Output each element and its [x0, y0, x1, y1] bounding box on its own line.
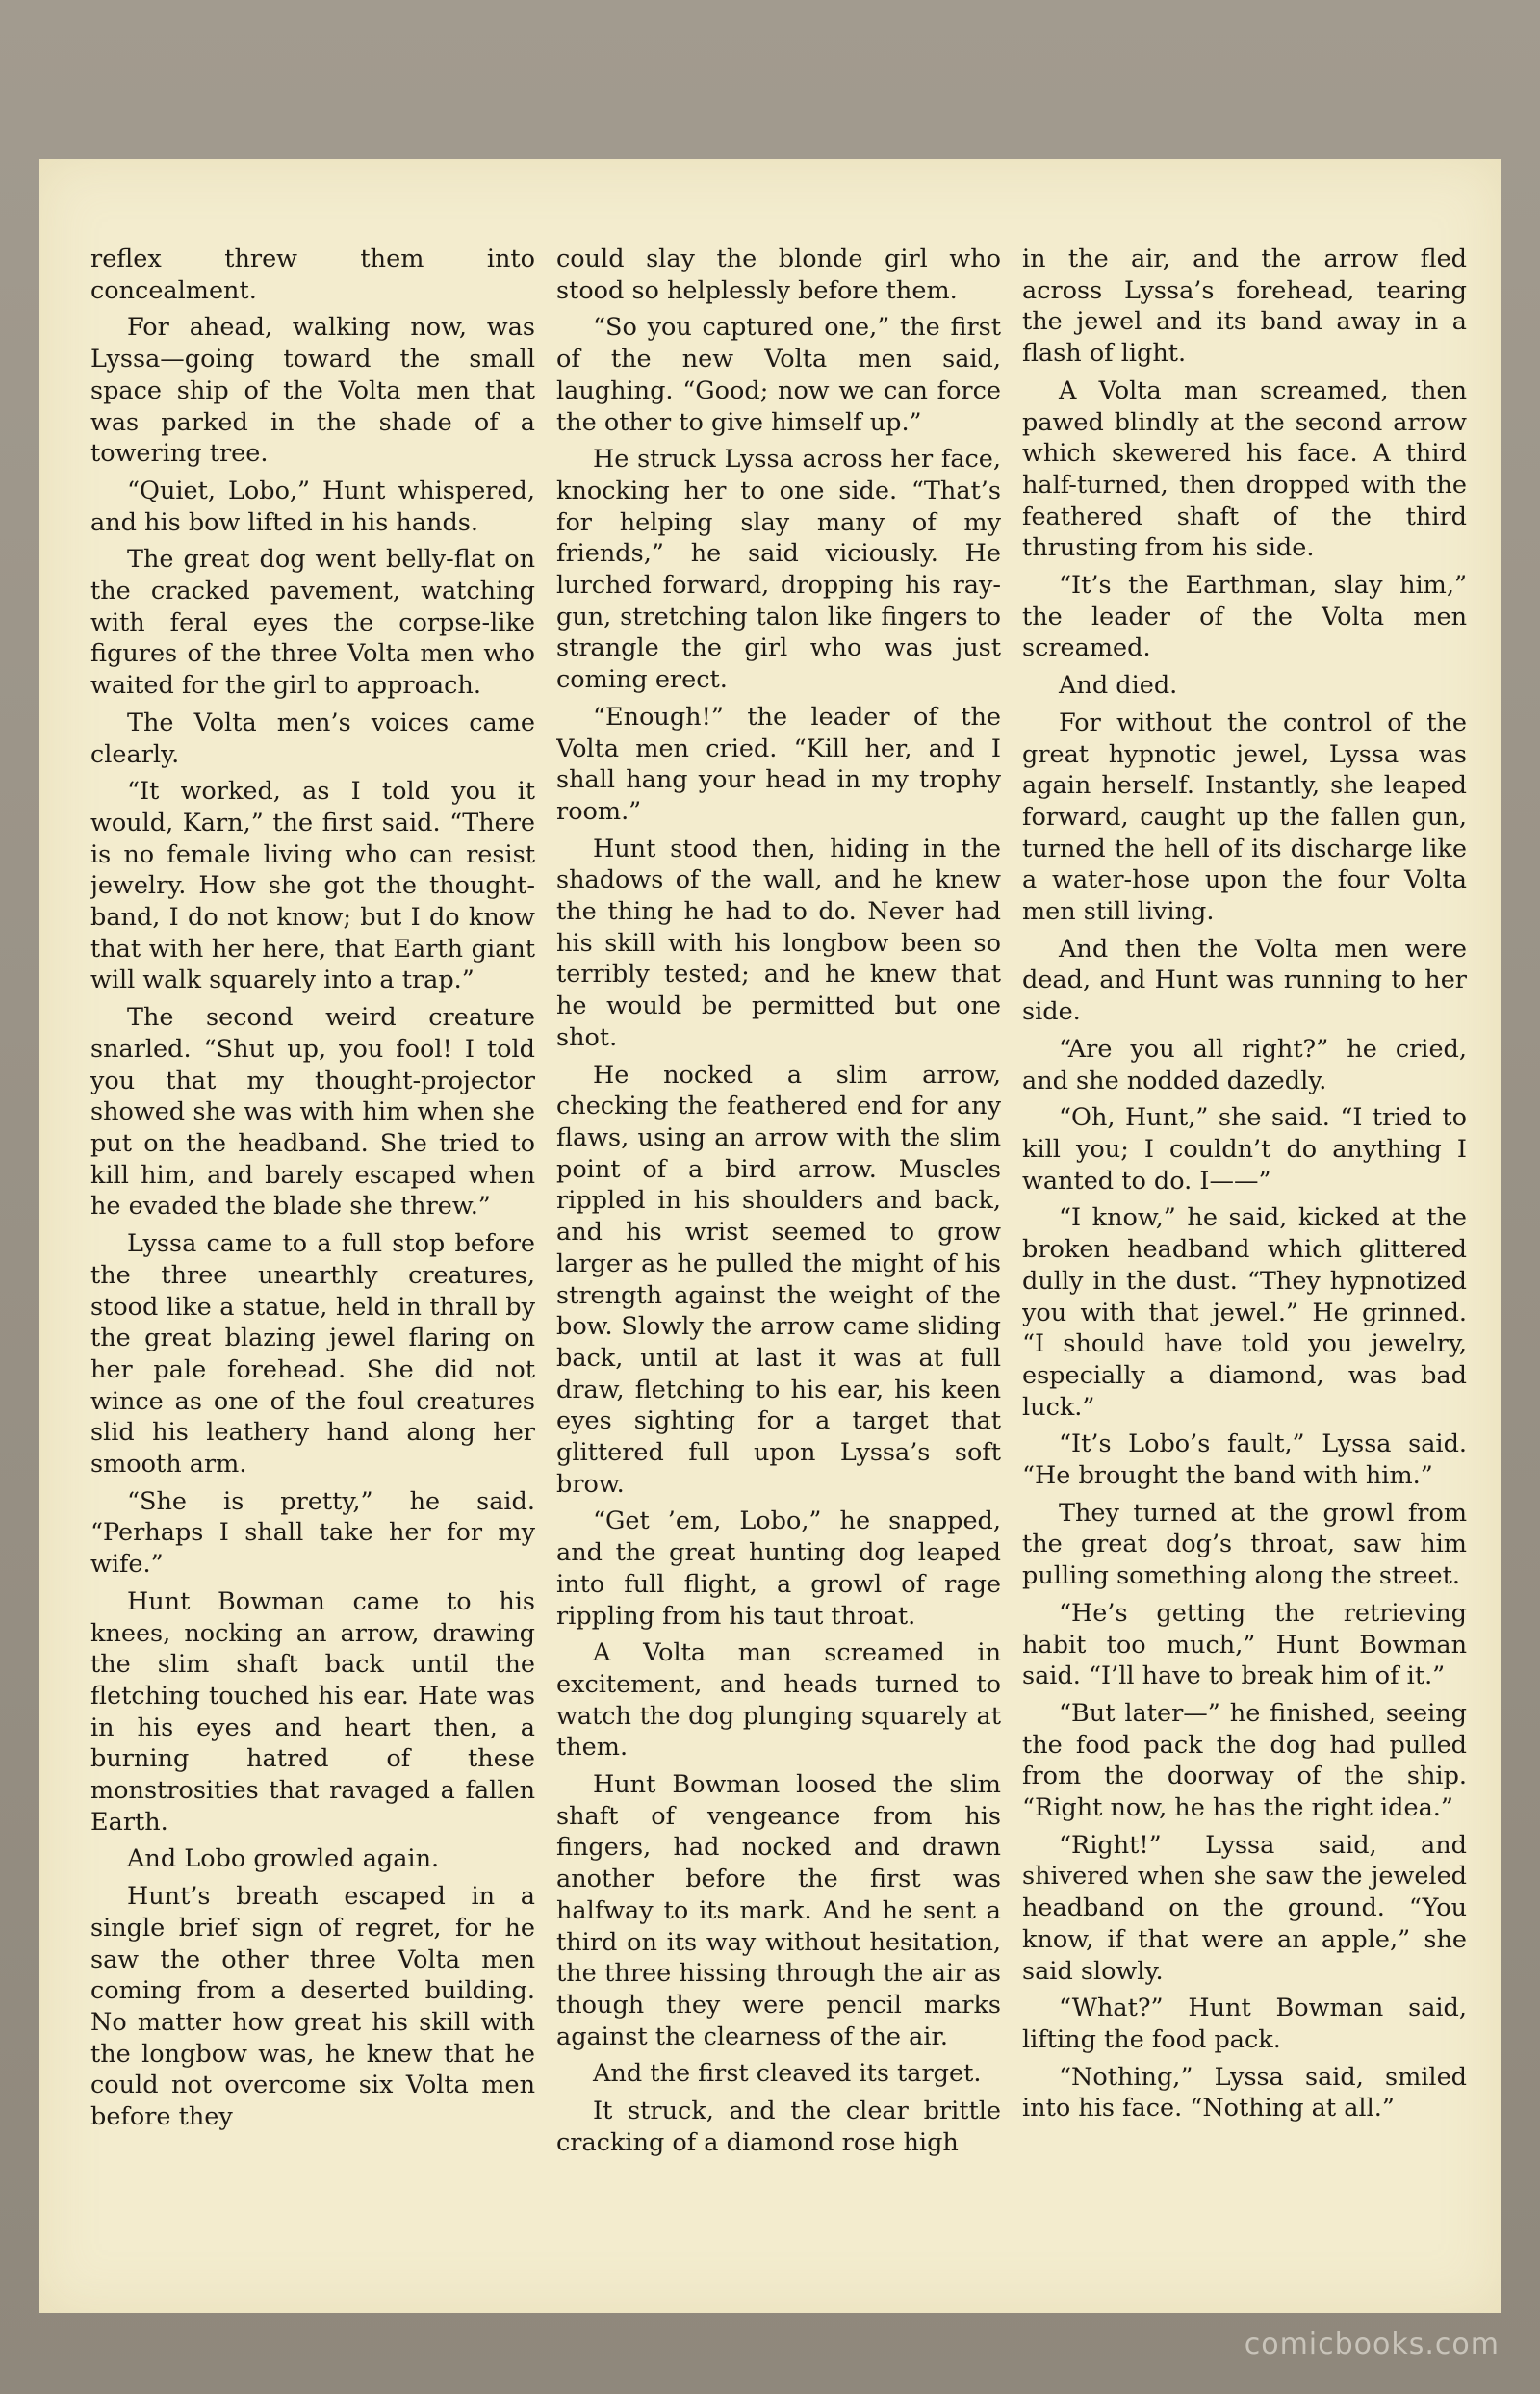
paragraph: “So you captured one,” the first of the new Volta men said, laughing. “Good; now we can force the other to give himself up.”: [556, 313, 1001, 437]
paragraph: “Right!” Lyssa said, and shivered when she saw the jeweled headband on the ground. “You know, if that were an apple,” she said slowly.: [1022, 1830, 1467, 1986]
paragraph: And then the Volta men were dead, and Hunt was running to her side.: [1022, 934, 1467, 1027]
paragraph: The second weird creature snarled. “Shut up, you fool! I told you that my thought-projector showed she was with him when she put on the headband. She tried to kill him, and barely escaped when he evaded the blade she threw.”: [90, 1003, 535, 1222]
paragraph: They turned at the growl from the great dog’s throat, saw him pulling something along the street.: [1022, 1498, 1467, 1591]
paragraph: “It worked, as I told you it would, Karn,” the first said. “There is no female living who can resist jewelry. How she got the thought-band, I do not know; but I do know that with her here, that Earth giant will walk squarely into a trap.”: [90, 777, 535, 995]
paragraph: He struck Lyssa across her face, knocking her to one side. “That’s for helping slay many of my friends,” he said viciously. He lurched forward, dropping his ray-gun, stretching talon like fingers to strangle the girl who was just coming erect.: [556, 445, 1001, 695]
paragraph: “It’s Lobo’s fault,” Lyssa said. “He brought the band with him.”: [1022, 1429, 1467, 1491]
paragraph: “It’s the Earthman, slay him,” the leader of the Volta men screamed.: [1022, 571, 1467, 663]
paragraph: “What?” Hunt Bowman said, lifting the food pack.: [1022, 1994, 1467, 2054]
paragraph: The Volta men’s voices came clearly.: [90, 708, 535, 769]
paragraph: For ahead, walking now, was Lyssa—going toward the small space ship of the Volta men that was parked in the shade of a towering tree.: [90, 313, 535, 469]
paragraph: “Get ’em, Lobo,” he snapped, and the great hunting dog leaped into full flight, a growl of rage rippling from his taut throat.: [556, 1506, 1001, 1631]
paragraph: Hunt stood then, hiding in the shadows of the wall, and he knew the thing he had to do. Never had his skill with his longbow been so terribly tested; and he knew that he would be permitted but one shot.: [556, 834, 1001, 1052]
paragraph: “Nothing,” Lyssa said, smiled into his face. “Nothing at all.”: [1022, 2062, 1467, 2124]
text-columns: [90, 244, 1467, 2227]
paragraph: For without the control of the great hypnotic jewel, Lyssa was again herself. Instantly, she leaped forward, caught up the fallen gun, turned the hell of its discharge like a water-hose upon the four Volta men still living.: [1022, 708, 1467, 927]
paragraph: “Enough!” the leader of the Volta men cried. “Kill her, and I shall hang your head in my trophy room.”: [556, 702, 1001, 826]
paragraph: could slay the blonde girl who stood so helplessly before them.: [556, 245, 1001, 305]
paragraph: And died.: [1059, 671, 1178, 701]
paragraph: It struck, and the clear brittle cracking of a diamond rose high: [556, 2097, 1001, 2157]
paragraph: “She is pretty,” he said. “Perhaps I shall take her for my wife.”: [90, 1486, 535, 1580]
paragraph: A Volta man screamed in excitement, and heads turned to watch the dog plunging squarely at them.: [556, 1638, 1001, 1763]
paragraph: “Quiet, Lobo,” Hunt whispered, and his bow lifted in his hands.: [90, 476, 535, 537]
paragraph: And Lobo growled again.: [127, 1844, 440, 1874]
paragraph: And the first cleaved its target.: [593, 2059, 982, 2089]
column-1: [90, 244, 535, 2227]
paragraph: “But later—” he finished, seeing the food pack the dog had pulled from the doorway of the ship. “Right now, he has the right idea.”: [1022, 1698, 1467, 1823]
paragraph: Hunt Bowman loosed the slim shaft of vengeance from his fingers, had nocked and drawn another before the first was halfway to its mark. And he sent a third on its way without hesitation, the three hissing through the air as though they were pencil marks against the clearness of the air.: [556, 1770, 1001, 2051]
paragraph: “Oh, Hunt,” she said. “I tried to kill you; I couldn’t do anything I wanted to do. I——”: [1022, 1103, 1467, 1196]
site-watermark: comicbooks.com: [1244, 2328, 1500, 2361]
paragraph: Hunt Bowman came to his knees, nocking an arrow, drawing the slim shaft back until the fletching touched his ear. Hate was in his eyes and heart then, a burning hatred of these monstrosities that ravaged a fallen Earth.: [90, 1586, 535, 1837]
paragraph: Hunt’s breath escaped in a single brief sign of regret, for he saw the other three Volta men coming from a deserted building. No matter how great his skill with the longbow was, he knew that he could not overcome six Volta men before they: [90, 1882, 535, 2132]
paragraph: reflex threw them into concealment.: [90, 245, 535, 305]
paragraph: He nocked a slim arrow, checking the feathered end for any flaws, using an arrow with the slim point of a bird arrow. Muscles rippled in his shoulders and back, and his wrist seemed to grow larger as he pulled the might of his strength against the weight of the bow. Slowly the arrow came sliding back, until at last it was at full draw, fletching to his ear, his keen eyes sighting for a target that glittered full upon Lyssa’s soft brow.: [556, 1060, 1001, 1499]
column-2: [556, 244, 1001, 2227]
paragraph: Lyssa came to a full stop before the three unearthly creatures, stood like a statue, held in thrall by the great blazing jewel flaring on her pale forehead. She did not wince as one of the foul creatures slid his leathery hand along her smooth arm.: [90, 1229, 535, 1480]
column-3: [1022, 244, 1467, 2227]
paragraph: “I know,” he said, kicked at the broken headband which glittered dully in the dust. “They hypnotized you with that jewel.” He grinned. “I should have told you jewelry, especially a diamond, was bad luck.”: [1022, 1203, 1467, 1422]
paragraph: “Are you all right?” he cried, and she nodded dazedly.: [1022, 1034, 1467, 1095]
paragraph: in the air, and the arrow fled across Lyssa’s forehead, tearing the jewel and its band away in a flash of light.: [1022, 245, 1467, 369]
paragraph: A Volta man screamed, then pawed blindly at the second arrow which skewered his face. A third half-turned, then dropped with the feathered shaft of the third thrusting from his side.: [1022, 375, 1467, 563]
paragraph: The great dog went belly-flat on the cracked pavement, watching with feral eyes the corpse-like figures of the three Volta men who waited for the girl to approach.: [90, 545, 535, 701]
paragraph: “He’s getting the retrieving habit too much,” Hunt Bowman said. “I’ll have to break him of it.”: [1022, 1598, 1467, 1691]
story-page: [38, 159, 1502, 2313]
